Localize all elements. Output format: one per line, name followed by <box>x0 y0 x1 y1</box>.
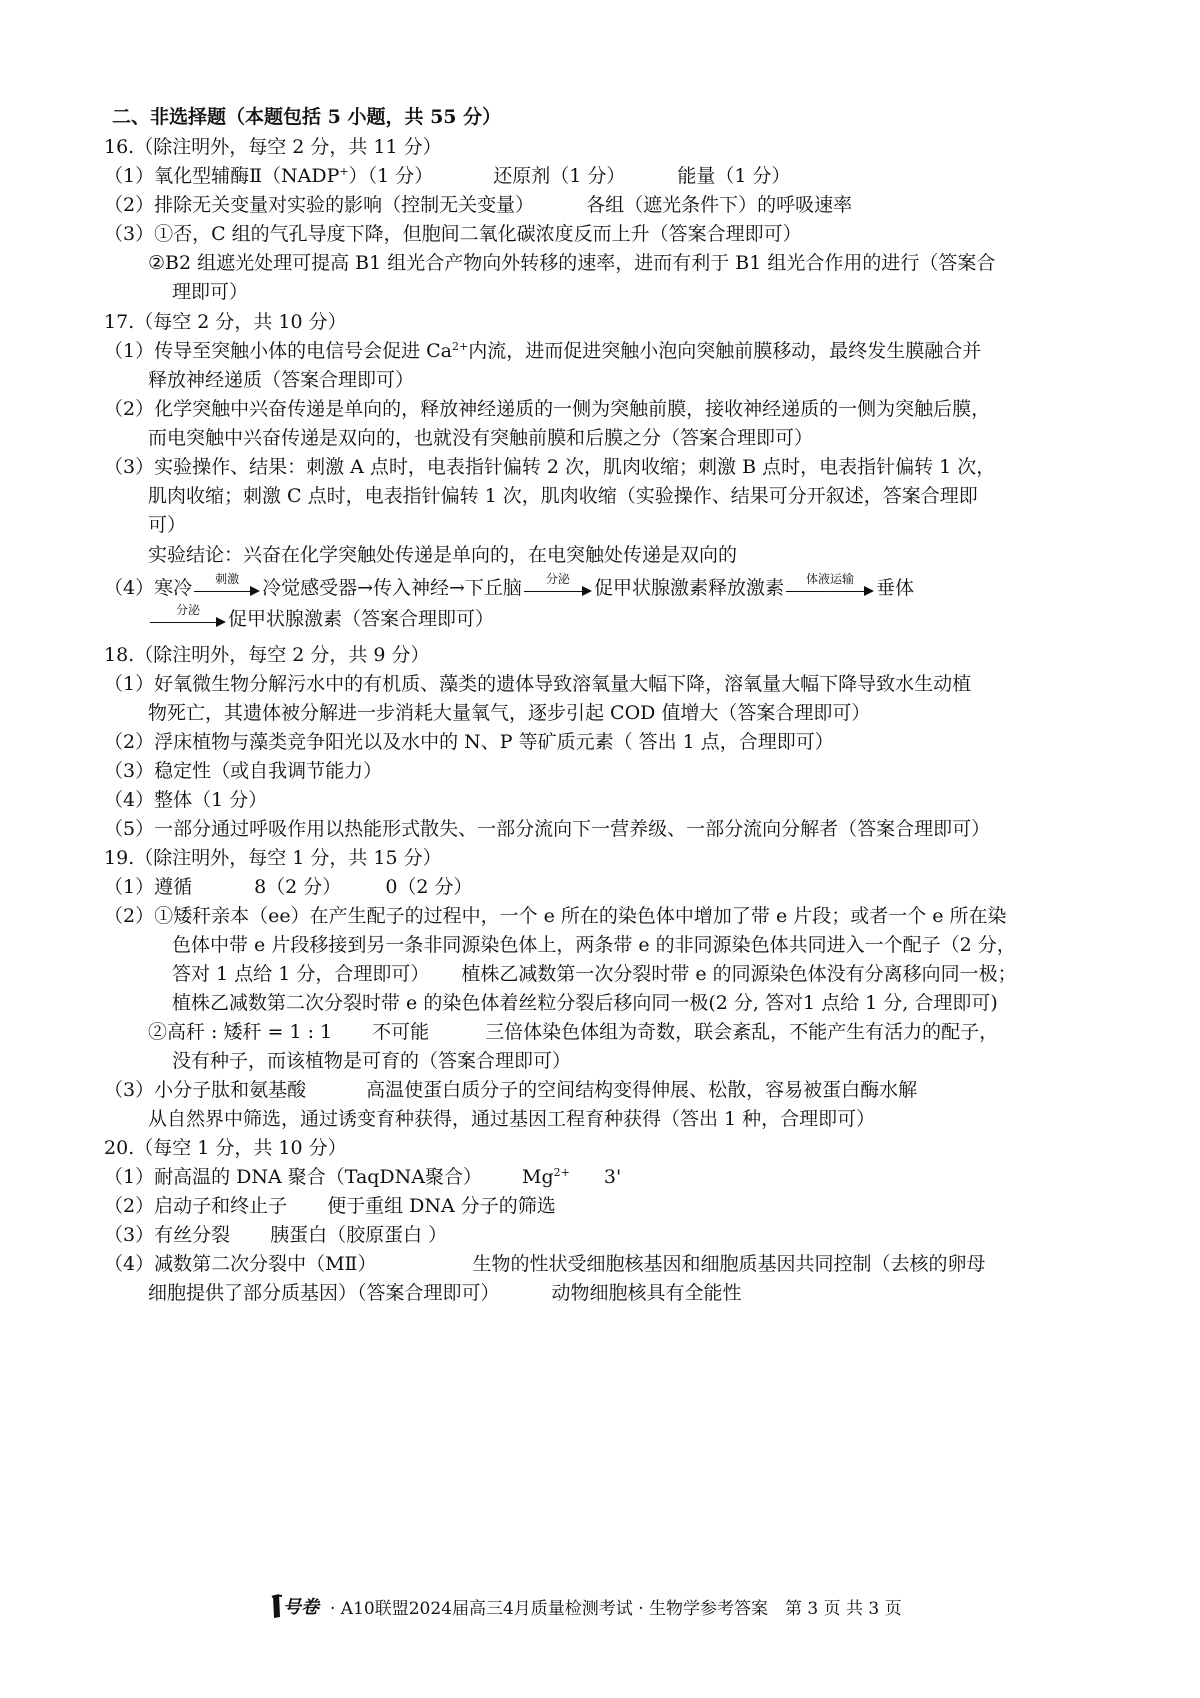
q16-header: 16.（除注明外，每空 2 分，共 11 分） <box>104 136 442 158</box>
q17-answer-2: （2）化学突触中兴奋传递是单向的，释放神经递质的一侧为突触前膜，接收神经递质的一侧为突触后膜， <box>104 398 991 420</box>
q17-answer-4-flow-cont: 分泌 促甲状腺激素（答案合理即可） <box>148 606 494 633</box>
publisher-logo <box>270 1593 328 1626</box>
q19-answer-3-cont: 从自然界中筛选，通过诱变育种获得，通过基因工程育种获得（答出 1 种，合理即可） <box>148 1108 876 1130</box>
q19-answer-2-1-cont: 色体中带 e 片段移接到另一条非同源染色体上，两条带 e 的非同源染色体共同进入一个配子（2 分， <box>172 934 1016 956</box>
arrow-body-fluid: 体液运输 <box>784 576 876 602</box>
q16-answer-2: （2）排除无关变量对实验的影响（控制无关变量） 各组（遮光条件下）的呼吸速率 <box>104 194 853 216</box>
arrow-secrete-1: 分泌 <box>522 576 594 602</box>
footer-text: · A10联盟2024届高三4月质量检测考试 · 生物学参考答案 第 3 页 共 3 页 <box>330 1599 902 1619</box>
q17-answer-4-flow: （4）寒冷 刺激 冷觉感受器→传入神经→下丘脑 分泌 促甲状腺激素释放激素 体液运输 垂体 <box>104 575 914 602</box>
q17-header: 17.（每空 2 分，共 10 分） <box>104 311 347 333</box>
q17-answer-1: （1）传导至突触小体的电信号会促进 $Ca^{2+}$内流，进而促进突触小泡向突触前膜移动，最终发生膜融合并 <box>104 340 982 362</box>
q20-answer-3: （3）有丝分裂 胰蛋白（胶原蛋白 ） <box>104 1224 448 1246</box>
q19-answer-2-2-cont: 没有种子，而该植物是可育的（答案合理即可） <box>172 1050 572 1072</box>
section-title: 二、非选择题（本题包括 5 小题，共 55 分） <box>112 106 502 128</box>
q17-answer-3: （3）实验操作、结果：刺激 A 点时，电表指针偏转 2 次，肌肉收缩；刺激 B 点时，电表指针偏转 1 次， <box>104 456 996 478</box>
q20-answer-2: （2）启动子和终止子 便于重组 DNA 分子的筛选 <box>104 1195 556 1217</box>
q17-conclusion: 实验结论：兴奋在化学突触处传递是单向的，在电突触处传递是双向的 <box>148 544 738 566</box>
q18-answer-3: （3）稳定性（或自我调节能力） <box>104 760 383 782</box>
q19-answer-1: （1）遵循 8（2 分） 0（2 分） <box>104 876 473 898</box>
q19-answer-2-2: ②高秆 : 矮秆 = 1 : 1 不可能 三倍体染色体组为奇数，联会紊乱，不能产生有活力的配子， <box>148 1021 999 1043</box>
arrow-secrete-2: 分泌 <box>148 607 228 633</box>
q18-answer-4: （4）整体（1 分） <box>104 789 268 811</box>
q17-answer-1-cont: 释放神经递质（答案合理即可） <box>148 369 415 391</box>
q19-answer-2-1: （2）①矮秆亲本（ee）在产生配子的过程中，一个 e 所在的染色体中增加了带 e 片段；或者一个 e 所在染 <box>104 905 1007 927</box>
q19-answer-3: （3）小分子肽和氨基酸 高温使蛋白质分子的空间结构变得伸展、松散，容易被蛋白酶水解 <box>104 1079 918 1101</box>
q16-answer-3-2: ②B2 组遮光处理可提高 B1 组光合产物向外转移的速率，进而有利于 B1 组光合作用的进行（答案合 <box>148 252 996 274</box>
svg-text:号卷: 号卷 <box>283 1597 319 1618</box>
q16-answer-3-1: （3）①否，C 组的气孔导度下降，但胞间二氧化碳浓度反而上升（答案合理即可） <box>104 223 802 245</box>
q18-answer-5: （5）一部分通过呼吸作用以热能形式散失、一部分流向下一营养级、一部分流向分解者（答案合理即可） <box>104 818 991 840</box>
q18-answer-1-cont: 物死亡，其遗体被分解进一步消耗大量氧气，逐步引起 COD 值增大（答案合理即可） <box>148 702 871 724</box>
q19-header: 19.（除注明外，每空 1 分，共 15 分） <box>104 847 442 869</box>
q20-answer-4-cont: 细胞提供了部分质基因）（答案合理即可） 动物细胞核具有全能性 <box>148 1282 742 1304</box>
page-footer <box>270 1593 902 1626</box>
q18-header: 18.（除注明外，每空 2 分，共 9 分） <box>104 644 430 666</box>
q17-answer-3-cont: 肌肉收缩；刺激 C 点时，电表指针偏转 1 次，肌肉收缩（实验操作、结果可分开叙述，答案合理即 <box>148 485 978 507</box>
q17-answer-3-cont2: 可） <box>148 514 187 536</box>
arrow-stimulus: 刺激 <box>192 576 262 602</box>
q18-answer-1: （1）好氧微生物分解污水中的有机质、藻类的遗体导致溶氧量大幅下降，溶氧量大幅下降导致水生动植 <box>104 673 972 695</box>
q20-header: 20.（每空 1 分，共 10 分） <box>104 1137 347 1159</box>
q19-answer-2-1-cont2: 答对 1 点给 1 分，合理即可） 植株乙减数第一次分裂时带 e 的同源染色体没有分离移向同一极； <box>172 963 1017 985</box>
q16-answer-3-2-cont: 理即可） <box>172 281 249 303</box>
q20-answer-1: （1）耐高温的 DNA 聚合（TaqDNA聚合） $Mg^{2+}$ 3' <box>104 1166 622 1188</box>
q18-answer-2: （2）浮床植物与藻类竞争阳光以及水中的 N、P 等矿质元素（ 答出 1 点，合理即可） <box>104 731 834 753</box>
q20-answer-4: （4）减数第二次分裂中（MⅡ） 生物的性状受细胞核基因和细胞质基因共同控制（去核的卵母 <box>104 1253 986 1275</box>
q17-answer-2-cont: 而电突触中兴奋传递是双向的，也就没有突触前膜和后膜之分（答案合理即可） <box>148 427 814 449</box>
q19-answer-2-1-cont3: 植株乙减数第二次分裂时带 e 的染色体着丝粒分裂后移向同一极(2 分, 答对1 点给 1 分, 合理即可) <box>172 992 998 1014</box>
q16-answer-1: （1）氧化型辅酶Ⅱ（NADP+）（1 分） 还原剂（1 分） 能量（1 分） <box>104 165 791 187</box>
